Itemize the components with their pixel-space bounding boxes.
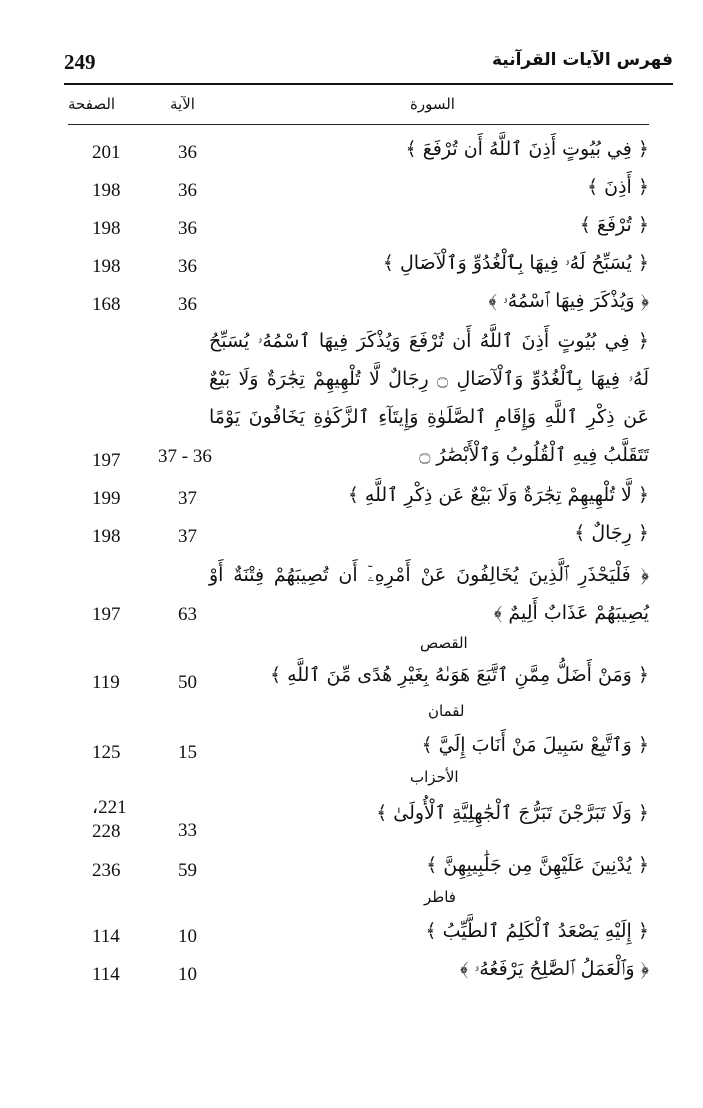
verse-number: 37 bbox=[178, 526, 197, 547]
verse-text: ﴿ أَذِنَ ﴾ bbox=[586, 176, 649, 198]
page-ref: 198 bbox=[92, 218, 121, 239]
page-ref: 114 bbox=[92, 964, 120, 985]
page-ref: 221، 228 bbox=[92, 797, 127, 842]
table-rule bbox=[68, 124, 649, 125]
verse-number: 50 bbox=[178, 672, 197, 693]
running-title: فهرس الآيات القرآنية bbox=[491, 50, 673, 70]
verse-text: ﴿ فِي بُيُوتٍ أَذِنَ ٱللَّهُ أَن تُرْفَعَ ﴾ bbox=[405, 138, 649, 160]
verse-number: 59 bbox=[178, 860, 197, 881]
verse-text: ﴿ تُرْفَعَ ﴾ bbox=[579, 214, 649, 236]
page-ref: 168 bbox=[92, 294, 121, 315]
page-ref: 197 bbox=[92, 604, 121, 625]
page-ref: 198 bbox=[92, 526, 121, 547]
verse-number: 36 bbox=[178, 218, 197, 239]
page-number: 249 bbox=[64, 50, 96, 74]
page-ref: 197 bbox=[92, 450, 121, 471]
verse-text: ﴿ فَلْيَحْذَرِ ٱلَّذِينَ يُخَالِفُونَ عَنْ أَمْرِهِۦٓ أَن تُصِيبَهُمْ فِتْنَةٌ أَوْ يُصِيبَهُمْ عَذَابٌ أَلِيمٌ ﴾ bbox=[209, 564, 649, 624]
page-ref: 125 bbox=[92, 742, 121, 763]
page-ref: 119 bbox=[92, 672, 120, 693]
verse-number: 10 bbox=[178, 964, 197, 985]
verse-number: 36 bbox=[178, 180, 197, 201]
verse-number: 15 bbox=[178, 742, 197, 763]
page-ref: 198 bbox=[92, 256, 121, 277]
page-ref: 236 bbox=[92, 860, 121, 881]
verse-number: 10 bbox=[178, 926, 197, 947]
verse-text: ﴿ وَمَنْ أَضَلُّ مِمَّنِ ٱتَّبَعَ هَوَىٰهُ بِغَيْرِ هُدًى مِّنَ ٱللَّهِ ﴾ bbox=[269, 664, 649, 686]
verse-number: 37 - 36 bbox=[158, 446, 212, 467]
verse-number: 37 bbox=[178, 488, 197, 509]
page-ref: 198 bbox=[92, 180, 121, 201]
verse-text: ﴿ إِلَيْهِ يَصْعَدُ ٱلْكَلِمُ ٱلطَّيِّبُ ﴾ bbox=[425, 920, 649, 942]
verse-text: ﴿ لَّا تُلْهِيهِمْ تِجَٰرَةٌ وَلَا بَيْعٌ عَن ذِكْرِ ٱللَّهِ ﴾ bbox=[347, 484, 649, 506]
page-ref: 114 bbox=[92, 926, 120, 947]
verse-number: 63 bbox=[178, 604, 197, 625]
page-ref: 201 bbox=[92, 142, 121, 163]
verse-text: ﴿ وَيُذْكَرَ فِيهَا ٱسْمُهُۥ ﴾ bbox=[488, 290, 649, 312]
surah-heading: فاطر bbox=[424, 888, 456, 906]
verse-number: 36 bbox=[178, 294, 197, 315]
column-header-verse: الآية bbox=[170, 95, 195, 113]
column-header-surah: السورة bbox=[410, 95, 455, 113]
verse-number: 36 bbox=[178, 256, 197, 277]
verse-text: ﴿ فِي بُيُوتٍ أَذِنَ ٱللَّهُ أَن تُرْفَعَ وَيُذْكَرَ فِيهَا ٱسْمُهُۥ يُسَبِّحُ لَهُۥ فِيهَا بِٱلْغُدُوِّ وَٱلْآصَالِ ۝ رِجَالٌ لَّا تُلْهِيهِمْ تِجَٰرَةٌ وَلَا بَيْعٌ عَن ذِكْرِ ٱللَّهِ وَإِقَامِ ٱلصَّلَوٰةِ وَإِيتَآءِ ٱلزَّكَوٰةِ يَخَافُونَ يَوْمًا تَتَقَلَّبُ فِيهِ ٱلْقُلُوبُ وَٱلْأَبْصَٰرُ ۝ bbox=[209, 330, 649, 466]
verse-number: 36 bbox=[178, 142, 197, 163]
verse-number: 33 bbox=[178, 820, 197, 841]
surah-heading: لقمان bbox=[428, 702, 465, 720]
surah-heading: الأحزاب bbox=[410, 768, 459, 786]
verse-text: ﴿ وَٱتَّبِعْ سَبِيلَ مَنْ أَنَابَ إِلَيَّ ﴾ bbox=[421, 734, 649, 756]
verse-text: ﴿ يُسَبِّحُ لَهُۥ فِيهَا بِٱلْغُدُوِّ وَٱلْآصَالِ ﴾ bbox=[382, 252, 649, 274]
verse-text: ﴿ يُدْنِينَ عَلَيْهِنَّ مِن جَلَٰبِيبِهِنَّ ﴾ bbox=[426, 854, 649, 876]
surah-heading: القصص bbox=[420, 634, 468, 652]
verse-text: ﴿ رِجَالٌ ﴾ bbox=[574, 522, 649, 544]
page-ref: 199 bbox=[92, 488, 121, 509]
column-header-page: الصفحة bbox=[68, 95, 116, 113]
header-rule bbox=[64, 83, 673, 85]
verse-text: ﴿ وَلَا تَبَرَّجْنَ تَبَرُّجَ ٱلْجَٰهِلِيَّةِ ٱلْأُولَىٰ ﴾ bbox=[376, 802, 649, 824]
verse-text: ﴿ وَٱلْعَمَلُ ٱلصَّٰلِحُ يَرْفَعُهُۥ ﴾ bbox=[460, 958, 649, 980]
